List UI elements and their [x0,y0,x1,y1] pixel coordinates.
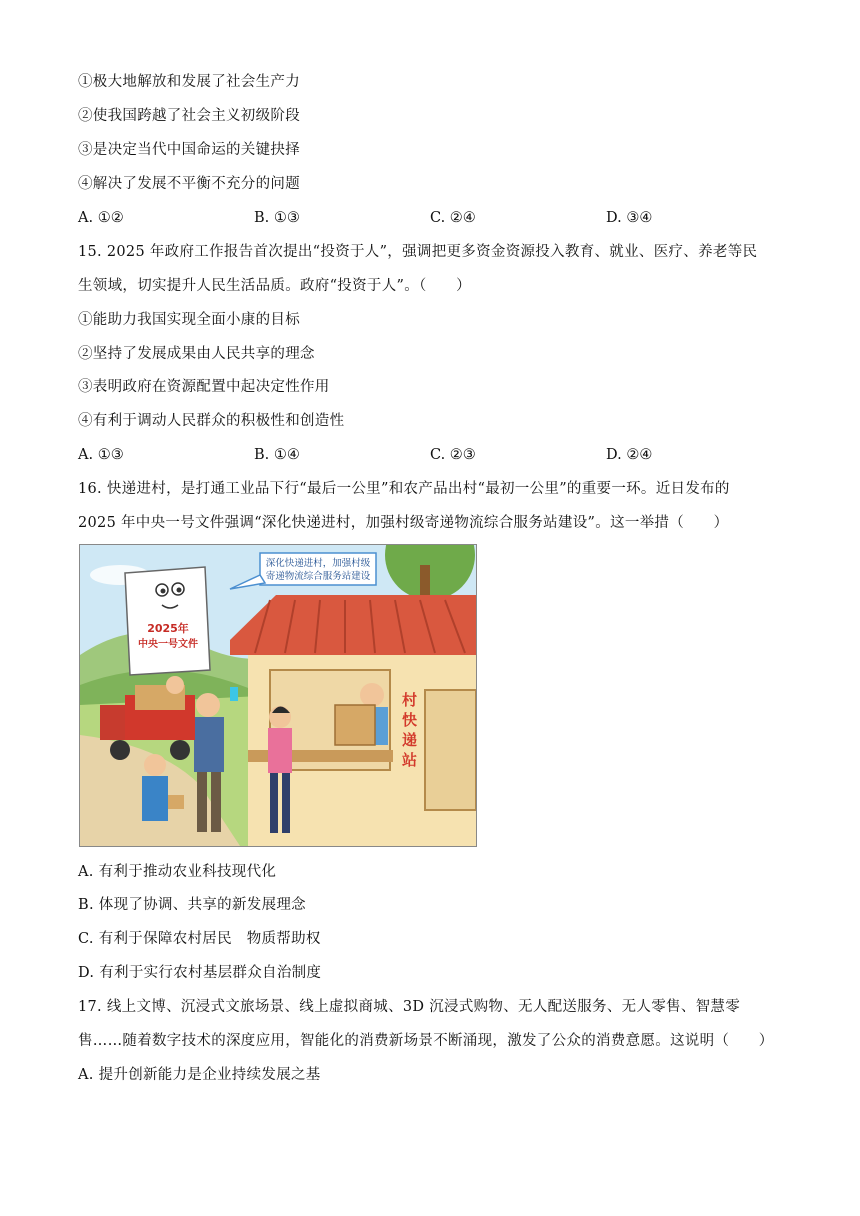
q16-option-d: D. 有利于实行农村基层群众自治制度 [78,965,322,981]
q16-option-c: C. 有利于保障农村居民 物质帮助权 [78,931,321,947]
q14-item-4: ④解决了发展不平衡不充分的问题 [78,176,300,192]
q15-option-a: A. ①③ [78,447,124,463]
village-express-cartoon [79,544,477,847]
q16-stem-line-1: 16. 快递进村，是打通工业品下行“最后一公里”和农产品出村“最初一公里”的重要一环。近日发布的 [78,481,730,497]
q14-option-d: D. ③④ [606,210,653,226]
cartoon-illustration [80,545,476,846]
station-sign-char-2: 快 [402,711,418,729]
q14-option-a: A. ①② [78,210,124,226]
q16-option-b: B. 体现了协调、共享的新发展理念 [78,897,306,913]
q15-option-b: B. ①④ [254,447,300,463]
document-year-label: 2025年 [147,622,189,635]
q14-item-3: ③是决定当代中国命运的关键抉择 [78,142,300,158]
q17-stem-line-2: 售……随着数字技术的深度应用，智能化的消费新场景不断涌现，激发了公众的消费意愿。这说明（ ） [78,1033,774,1049]
q17-option-a: A. 提升创新能力是企业持续发展之基 [78,1067,321,1083]
station-sign-char-4: 站 [402,751,418,769]
q16-stem-line-2: 2025 年中央一号文件强调“深化快递进村，加强村级寄递物流综合服务站建设”。这一举措（ ） [78,515,729,531]
q15-item-3: ③表明政府在资源配置中起决定性作用 [78,379,330,395]
q15-item-2: ②坚持了发展成果由人民共享的理念 [78,346,315,362]
q14-item-2: ②使我国跨越了社会主义初级阶段 [78,108,300,124]
banner-line-2: 寄递物流综合服务站建设 [265,571,371,582]
q15-option-d: D. ②④ [606,447,653,463]
q16-option-a: A. 有利于推动农业科技现代化 [78,864,277,880]
q15-stem-line-2: 生领域，切实提升人民生活品质。政府“投资于人”。（ ） [78,278,471,294]
q15-item-4: ④有利于调动人民群众的积极性和创造性 [78,413,345,429]
q17-stem-line-1: 17. 线上文博、沉浸式文旅场景、线上虚拟商城、3D 沉浸式购物、无人配送服务、无人零售、智慧零 [78,999,741,1015]
q14-option-b: B. ①③ [254,210,300,226]
banner-line-1: 深化快递进村，加强村级 [265,558,371,569]
q14-option-c: C. ②④ [430,210,476,226]
station-sign-char-1: 村 [402,691,418,709]
document-title-label: 中央一号文件 [138,639,198,650]
q15-item-1: ①能助力我国实现全面小康的目标 [78,312,300,328]
q15-stem-line-1: 15. 2025 年政府工作报告首次提出“投资于人”，强调把更多资金资源投入教育、就业、医疗、养老等民 [78,244,758,260]
q14-item-1: ①极大地解放和发展了社会生产力 [78,74,300,90]
station-sign-char-3: 递 [402,731,418,749]
q15-option-c: C. ②③ [430,447,476,463]
